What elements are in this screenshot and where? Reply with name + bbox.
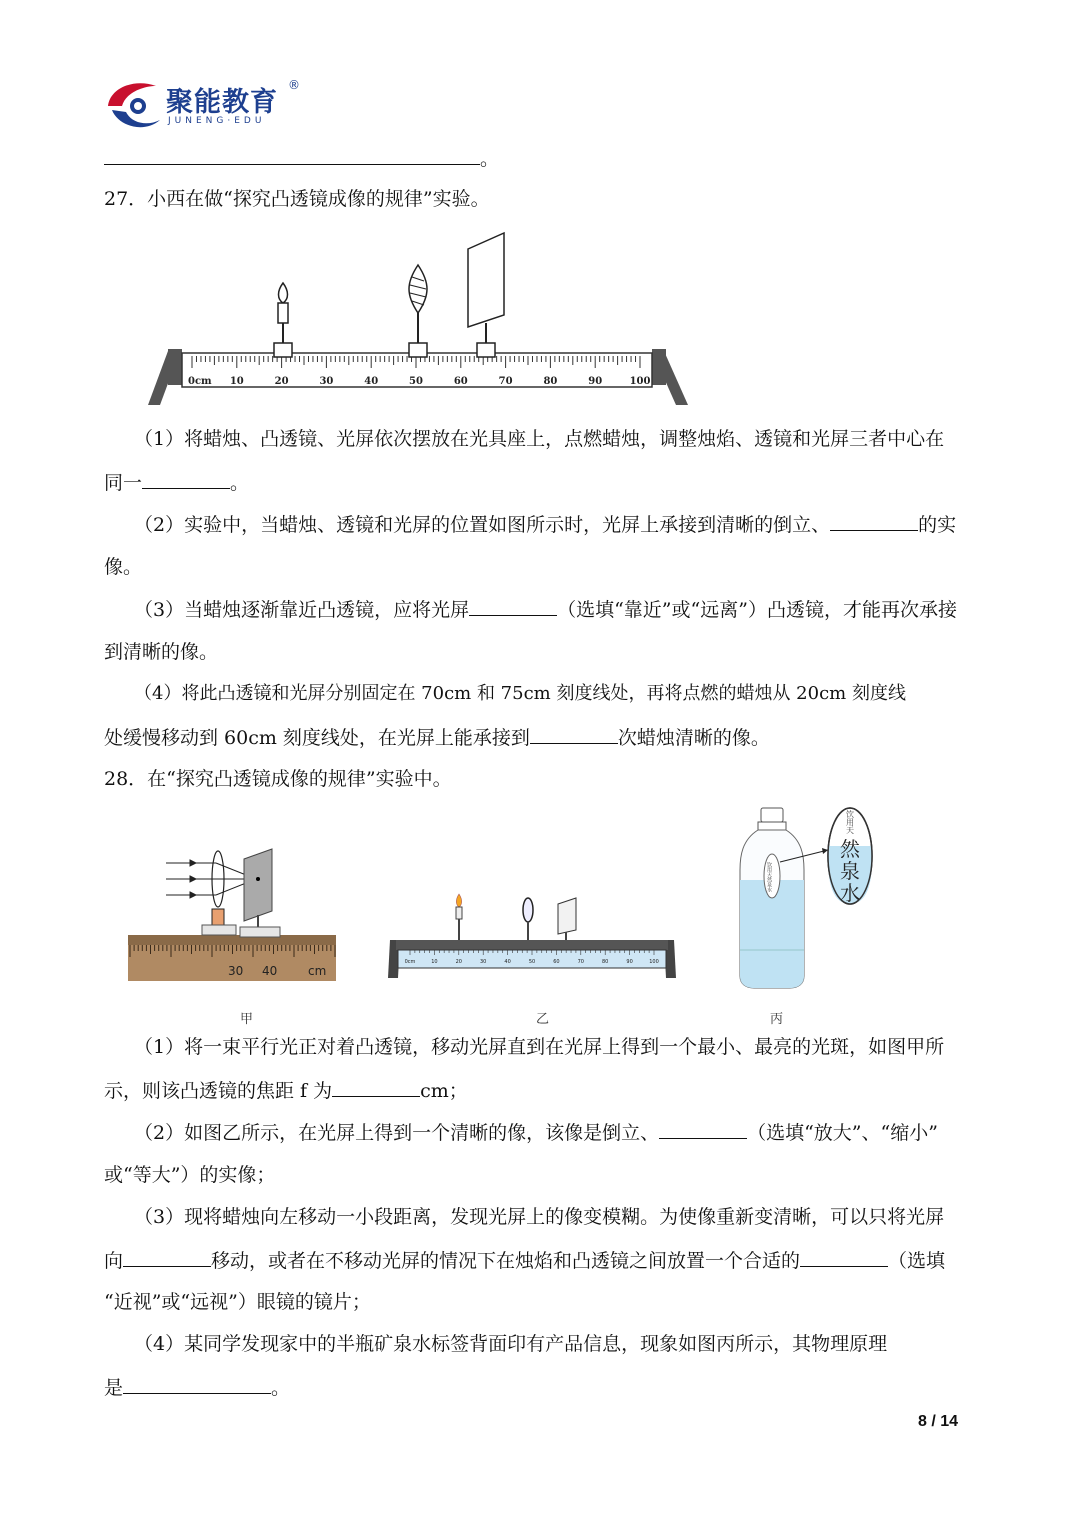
- screen: [244, 849, 272, 921]
- bench-end-right: [652, 349, 666, 385]
- q27-part2-line1: [134, 512, 956, 537]
- question-27-title: 27．小西在做“探究凸透镜成像的规律”实验。: [104, 188, 490, 210]
- q28-figure-jia: [126, 845, 338, 985]
- text: 是: [104, 1377, 124, 1399]
- q27-part1-line2: [104, 470, 249, 495]
- q28-part2-line1: [134, 1120, 938, 1145]
- caption-jia: 甲: [240, 1012, 254, 1027]
- line-end: 。: [480, 148, 500, 170]
- text: （选填: [888, 1250, 946, 1272]
- bubble-char-3: 水: [840, 881, 860, 905]
- magnified-bubble: [828, 808, 872, 905]
- bench-end-left: [168, 349, 182, 385]
- q27-part3-line2: 到清晰的像。: [104, 641, 219, 663]
- answer-blank[interactable]: [123, 1248, 211, 1267]
- text: （3）当蜡烛逐渐靠近凸透镜，应将光屏: [134, 599, 470, 621]
- bubble-small-text: 饮用天: [845, 810, 855, 834]
- q27-part4-line1: （4）将此凸透镜和光屏分别固定在 70cm 和 75cm 刻度线处，再将点燃的蜡烛从 20cm 刻度线: [134, 683, 906, 704]
- screen-base: [240, 927, 280, 937]
- q27-optical-bench-figure: [140, 225, 700, 410]
- ruler-label: 20: [455, 959, 462, 965]
- answer-blank[interactable]: [530, 725, 618, 744]
- bench-top: [396, 940, 668, 950]
- convex-lens: [523, 898, 533, 940]
- ruler-label: 40: [364, 376, 379, 387]
- ruler-label: 50: [528, 959, 536, 965]
- ruler-label: 20: [274, 376, 289, 387]
- ruler-label: 80: [602, 959, 609, 965]
- text: （2）实验中，当蜡烛、透镜和光屏的位置如图所示时，光屏上承接到清晰的倒立、: [134, 514, 831, 536]
- text: 处缓慢移动到 60cm 刻度线处，在光屏上能承接到: [104, 727, 530, 749]
- light-screen: [468, 233, 504, 357]
- q28-part4-line2: [104, 1375, 290, 1400]
- ruler-label: 80: [543, 376, 558, 387]
- ruler-label: 30: [480, 959, 487, 965]
- q27-part2-line2: 像。: [104, 556, 143, 578]
- q28-figure-yi: [386, 890, 678, 982]
- text: （2）如图乙所示，在光屏上得到一个清晰的像，该像是倒立、: [134, 1122, 660, 1144]
- text: 移动，或者在不移动光屏的情况下在烛焰和凸透镜之间放置一个合适的: [211, 1250, 801, 1272]
- question-28-title: 28．在“探究凸透镜成像的规律”实验中。: [104, 768, 452, 790]
- bubble-char-1: 然: [840, 837, 860, 861]
- q28-part2-line2: 或“等大”）的实像；: [104, 1164, 276, 1186]
- q28-part1-line2: [104, 1078, 468, 1103]
- text: cm；: [420, 1080, 468, 1102]
- logo-icon: [104, 76, 164, 134]
- answer-blank[interactable]: [104, 146, 480, 165]
- water-bottle: [740, 808, 804, 988]
- bottle-label-text: 饮用天然泉水: [766, 862, 772, 892]
- q27-part1-line1: （1）将蜡烛、凸透镜、光屏依次摆放在光具座上，点燃蜡烛，调整烛焰、透镜和光屏三者中心在: [134, 428, 945, 450]
- brand-name: 聚能教育: [166, 87, 278, 118]
- brand-logo: [104, 76, 304, 136]
- ruler-label: 0cm: [404, 959, 416, 965]
- parallel-rays: [166, 860, 256, 898]
- answer-blank[interactable]: [800, 1248, 888, 1267]
- q28-part4-line1: （4）某同学发现家中的半瓶矿泉水标签背面印有产品信息，现象如图丙所示，其物理原理: [134, 1333, 888, 1355]
- ruler-label: 10: [431, 959, 438, 965]
- q28-figure-bing: [736, 800, 886, 990]
- ruler-label: 60: [553, 959, 560, 965]
- ruler-label: 50: [409, 376, 423, 387]
- answer-blank[interactable]: [142, 470, 230, 489]
- convex-lens: [409, 265, 427, 357]
- q27-part4-line2: [104, 725, 770, 750]
- ruler-label: 100: [649, 959, 659, 965]
- ruler-label: 40: [504, 959, 511, 965]
- text: 。: [271, 1377, 291, 1399]
- light-screen: [558, 898, 576, 940]
- text: （选填“靠近”或“远离”）凸透镜，才能再次承接: [557, 599, 957, 621]
- tick-label-30: 30: [228, 964, 244, 978]
- q28-part3-line2: [104, 1248, 945, 1273]
- caption-yi: 乙: [536, 1012, 550, 1027]
- ruler-label: 90: [588, 376, 603, 387]
- answer-blank[interactable]: [659, 1120, 747, 1139]
- tick-label-40: 40: [262, 964, 278, 978]
- caption-bing: 丙: [770, 1012, 784, 1027]
- bubble-char-2: 泉: [840, 859, 860, 883]
- page-number: 8 / 14: [918, 1413, 959, 1430]
- ruler-label: 70: [498, 376, 513, 387]
- ruler-label: 90: [626, 959, 633, 965]
- answer-blank[interactable]: [332, 1078, 420, 1097]
- answer-blank[interactable]: [469, 597, 557, 616]
- candle: [274, 283, 292, 357]
- q27-part3-line1: [134, 597, 957, 622]
- candle: [456, 894, 462, 940]
- answer-blank[interactable]: [123, 1375, 271, 1394]
- text: 向: [104, 1250, 124, 1272]
- ruler-label: 30: [319, 376, 334, 387]
- prev-answer-line: [104, 146, 499, 171]
- text: 次蜡烛清晰的像。: [617, 727, 770, 749]
- ruler-label: 60: [453, 376, 468, 387]
- brand-subtitle: JUNENG·EDU: [168, 116, 266, 126]
- lens-base: [202, 925, 236, 935]
- q28-part3-line3: “近视”或“远视”）眼镜的镜片；: [104, 1291, 371, 1313]
- ruler-label: 70: [577, 959, 584, 965]
- answer-blank[interactable]: [830, 512, 918, 531]
- registered-mark: ®: [288, 78, 300, 92]
- ruler-label: 100: [629, 376, 651, 387]
- q28-part1-line1: （1）将一束平行光正对着凸透镜，移动光屏直到在光屏上得到一个最小、最亮的光斑，如图甲所: [134, 1036, 945, 1058]
- text: 示，则该凸透镜的焦距 f 为: [104, 1080, 333, 1102]
- ruler-label: 0cm: [188, 376, 212, 387]
- text: 同一: [104, 472, 143, 494]
- text: 。: [230, 472, 250, 494]
- tick-label-cm: cm: [308, 964, 327, 978]
- ruler-label: 10: [229, 376, 244, 387]
- text: 的实: [918, 514, 957, 536]
- q28-part3-line1: （3）现将蜡烛向左移动一小段距离，发现光屏上的像变模糊。为使像重新变清晰，可以只将光屏: [134, 1206, 945, 1228]
- text: （选填“放大”、“缩小”: [747, 1122, 938, 1144]
